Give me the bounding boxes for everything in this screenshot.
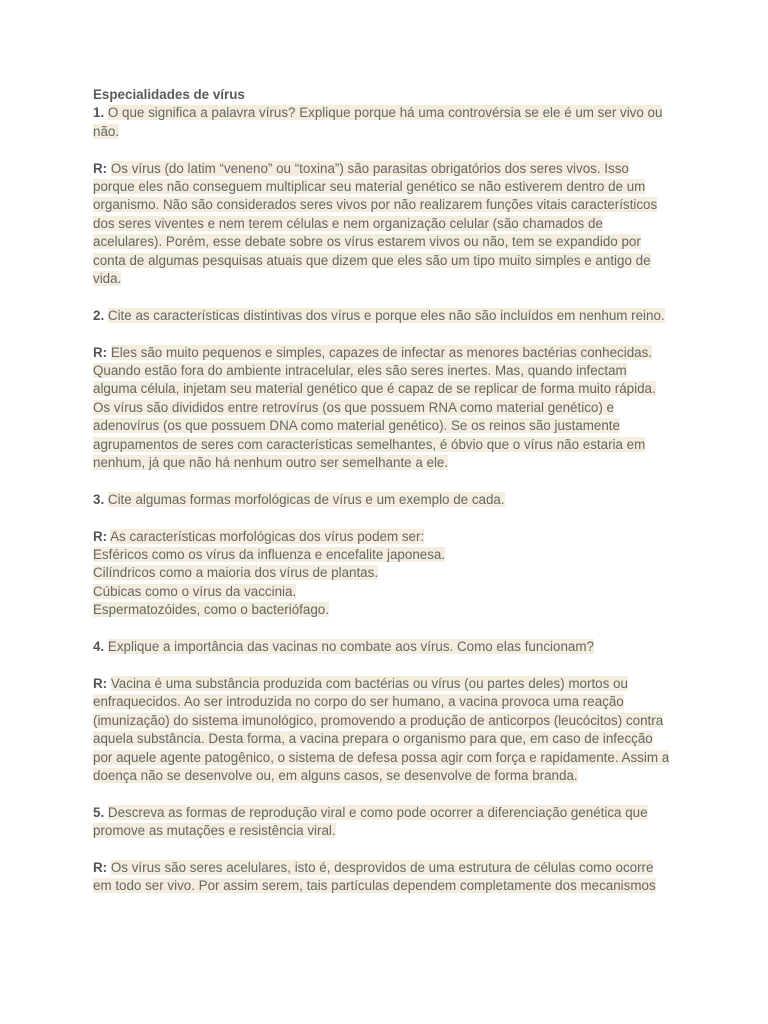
question-5 (93, 804, 673, 841)
question-number: 2. (93, 307, 105, 323)
question-number: 1. (93, 105, 105, 121)
answer-3-line-4 (93, 601, 673, 619)
spacer (93, 620, 673, 638)
spacer (93, 657, 673, 675)
question-number: 4. (93, 639, 105, 655)
question-text: Cite as características distintivas dos vírus e porque eles não são incluídos em nenhum reino. (107, 307, 665, 323)
answer-line: Esféricos como os vírus da influenza e encefalite japonesa. (93, 547, 446, 563)
answer-label: R: (93, 344, 108, 360)
answer-4 (93, 675, 673, 785)
answer-label: R: (93, 528, 108, 544)
spacer (93, 141, 673, 159)
document-title: Especialidades de vírus (93, 87, 245, 102)
answer-text: Os vírus são seres acelulares, isto é, desprovidos de uma estrutura de células como ocorre em todo ser vivo. Por assim serem, tais partículas dependem completamente dos mecanismos (93, 859, 656, 894)
answer-text: Eles são muito pequenos e simples, capazes de infectar as menores bactérias conhecidas. Quando estão fora do ambiente intracelular, eles são seres inertes. Mas, quando infectam alguma célula, injetam seu material genético que é capaz de se replicar de forma muito rápida. Os vírus são divididos entre retrovírus (os que possuem RNA como material genético) e adenovírus (os que possuem DNA como material genético). Se os reinos são justamente agrupamentos de seres com características semelhantes, é óbvio que o vírus não estaria em nenhum, já que não há nenhum outro ser semelhante a ele. (93, 344, 656, 471)
question-3 (93, 491, 673, 509)
answer-3-line-1 (93, 546, 673, 564)
answer-line: Cilíndricos como a maioria dos vírus de plantas. (93, 565, 379, 581)
spacer (93, 785, 673, 803)
question-text: Cite algumas formas morfológicas de vírus e um exemplo de cada. (107, 491, 505, 507)
spacer (93, 509, 673, 527)
answer-5 (93, 859, 673, 896)
question-number: 3. (93, 491, 105, 507)
spacer (93, 325, 673, 343)
question-number: 5. (93, 804, 105, 820)
answer-text: Vacina é uma substância produzida com bactérias ou vírus (ou partes deles) mortos ou enfraquecidos. Ao ser introduzida no corpo do ser humano, a vacina provoca uma reação (imunização) do sistema imunológico, promovendo a produção de anticorpos (leucócitos) contra aquela substância. Desta forma, a vacina prepara o organismo para que, em caso de infecção por aquele agente patogênico, o sistema de defesa possa agir com força e rapidamente. Assim a doença não se desenvolve ou, em alguns casos, se desenvolve de forma branda. (93, 675, 670, 783)
spacer (93, 841, 673, 859)
answer-3-line-3 (93, 583, 673, 601)
answer-line: Cúbicas como o vírus da vaccinia. (93, 583, 297, 599)
answer-2 (93, 344, 673, 473)
document-page (93, 86, 673, 896)
question-4 (93, 638, 673, 656)
spacer (93, 472, 673, 490)
question-1 (93, 104, 673, 141)
answer-label: R: (93, 160, 108, 176)
question-2 (93, 307, 673, 325)
answer-label: R: (93, 675, 108, 691)
answer-text: Os vírus (do latim “veneno” ou “toxina”) são parasitas obrigatórios dos seres vivos. Isso porque eles não conseguem multiplicar seu material genético se não estiverem dentro de um organismo. Não são considerados seres vivos por não realizarem funções vitais característicos dos seres viventes e nem terem células e nem organização celular (são chamados de acelulares). Porém, esse debate sobre os vírus estarem vivos ou não, tem se expandido por conta de algumas pesquisas atuais que dizem que eles são um tipo muito simples e antigo de vida. (93, 160, 658, 287)
answer-line: Espermatozóides, como o bacteriófago. (93, 602, 329, 618)
question-text: O que significa a palavra vírus? Explique porque há uma controvérsia se ele é um ser vivo ou não. (93, 105, 663, 139)
answer-text: As características morfológicas dos vírus podem ser: (110, 528, 425, 544)
spacer (93, 288, 673, 306)
question-text: Descreva as formas de reprodução viral e como pode ocorrer a diferenciação genética que promove as mutações e resistência viral. (93, 804, 648, 839)
answer-1 (93, 160, 673, 289)
question-text: Explique a importância das vacinas no combate aos vírus. Como elas funcionam? (107, 639, 594, 655)
answer-label: R: (93, 859, 108, 875)
answer-3 (93, 528, 673, 546)
answer-3-line-2 (93, 564, 673, 582)
